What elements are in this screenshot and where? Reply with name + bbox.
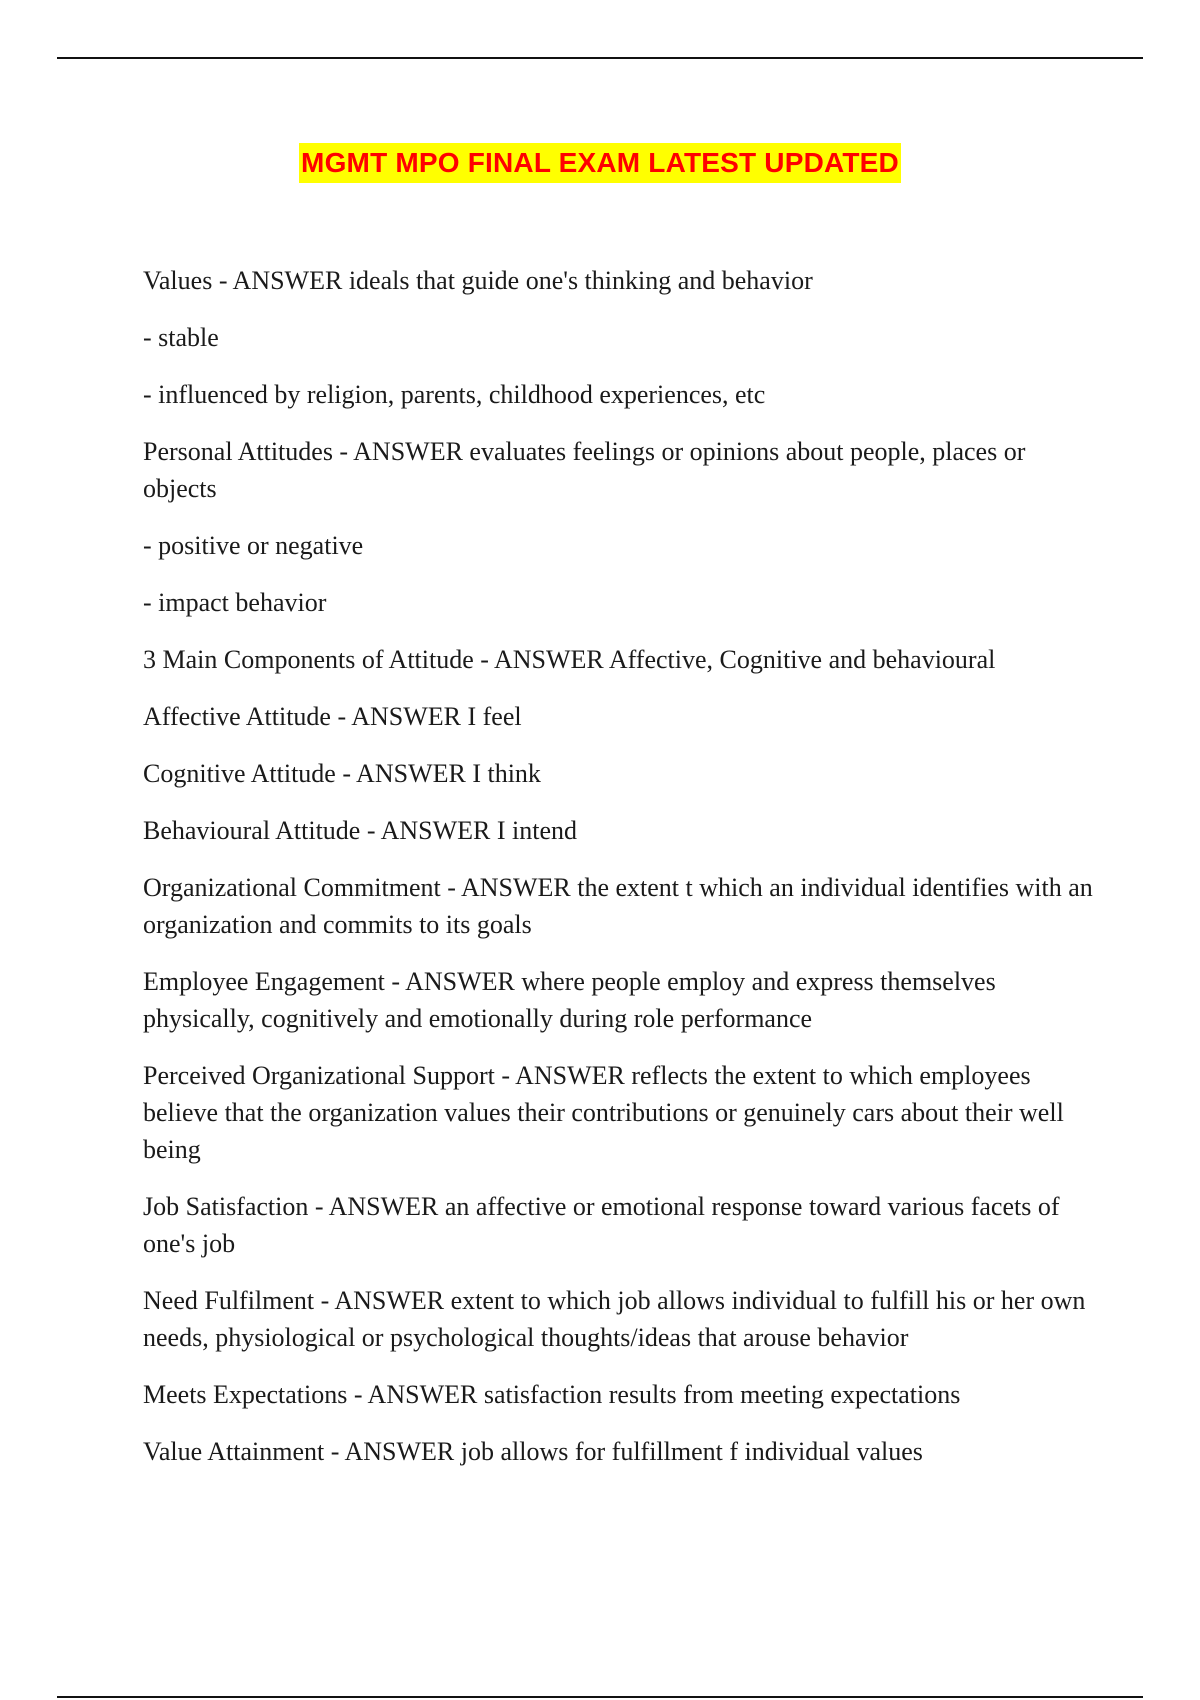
paragraph-values-stable: - stable	[143, 323, 219, 352]
paragraph-perceived-support: Perceived Organizational Support - ANSWER reflects the extent to which employees believe that the organization values their contributions or genuinely cars about their well being	[143, 1061, 1064, 1164]
paragraph-attitudes-impact: - impact behavior	[143, 588, 327, 617]
header-rule	[57, 57, 1143, 59]
document-body	[143, 262, 1093, 1490]
paragraph-values: Values - ANSWER ideals that guide one's thinking and behavior	[143, 266, 813, 295]
paragraph-behavioural-attitude: Behavioural Attitude - ANSWER I intend	[143, 816, 577, 845]
paragraph-affective-attitude: Affective Attitude - ANSWER I feel	[143, 702, 522, 731]
paragraph-job-satisfaction: Job Satisfaction - ANSWER an affective or emotional response toward various facets of one's job	[143, 1192, 1060, 1258]
paragraph-organizational-commitment: Organizational Commitment - ANSWER the extent t which an individual identifies with an organization and commits to its goals	[143, 873, 1093, 939]
document-title: MGMT MPO FINAL EXAM LATEST UPDATED	[299, 143, 901, 183]
paragraph-attitudes-positive-negative: - positive or negative	[143, 531, 364, 560]
paragraph-cognitive-attitude: Cognitive Attitude - ANSWER I think	[143, 759, 541, 788]
paragraph-need-fulfilment: Need Fulfilment - ANSWER extent to which job allows individual to fulfill his or her own needs, physiological or psychological thoughts/ideas that arouse behavior	[143, 1286, 1086, 1352]
paragraph-meets-expectations: Meets Expectations - ANSWER satisfaction results from meeting expectations	[143, 1380, 961, 1409]
paragraph-values-influenced: - influenced by religion, parents, childhood experiences, etc	[143, 380, 766, 409]
paragraph-value-attainment: Value Attainment - ANSWER job allows for fulfillment f individual values	[143, 1437, 923, 1466]
title-container	[0, 143, 1200, 183]
paragraph-attitude-components: 3 Main Components of Attitude - ANSWER Affective, Cognitive and behavioural	[143, 645, 996, 674]
footer-rule	[57, 1696, 1143, 1698]
paragraph-employee-engagement: Employee Engagement - ANSWER where people employ and express themselves physically, cognitively and emotionally during role performance	[143, 967, 996, 1033]
paragraph-personal-attitudes: Personal Attitudes - ANSWER evaluates feelings or opinions about people, places or objects	[143, 437, 1026, 503]
